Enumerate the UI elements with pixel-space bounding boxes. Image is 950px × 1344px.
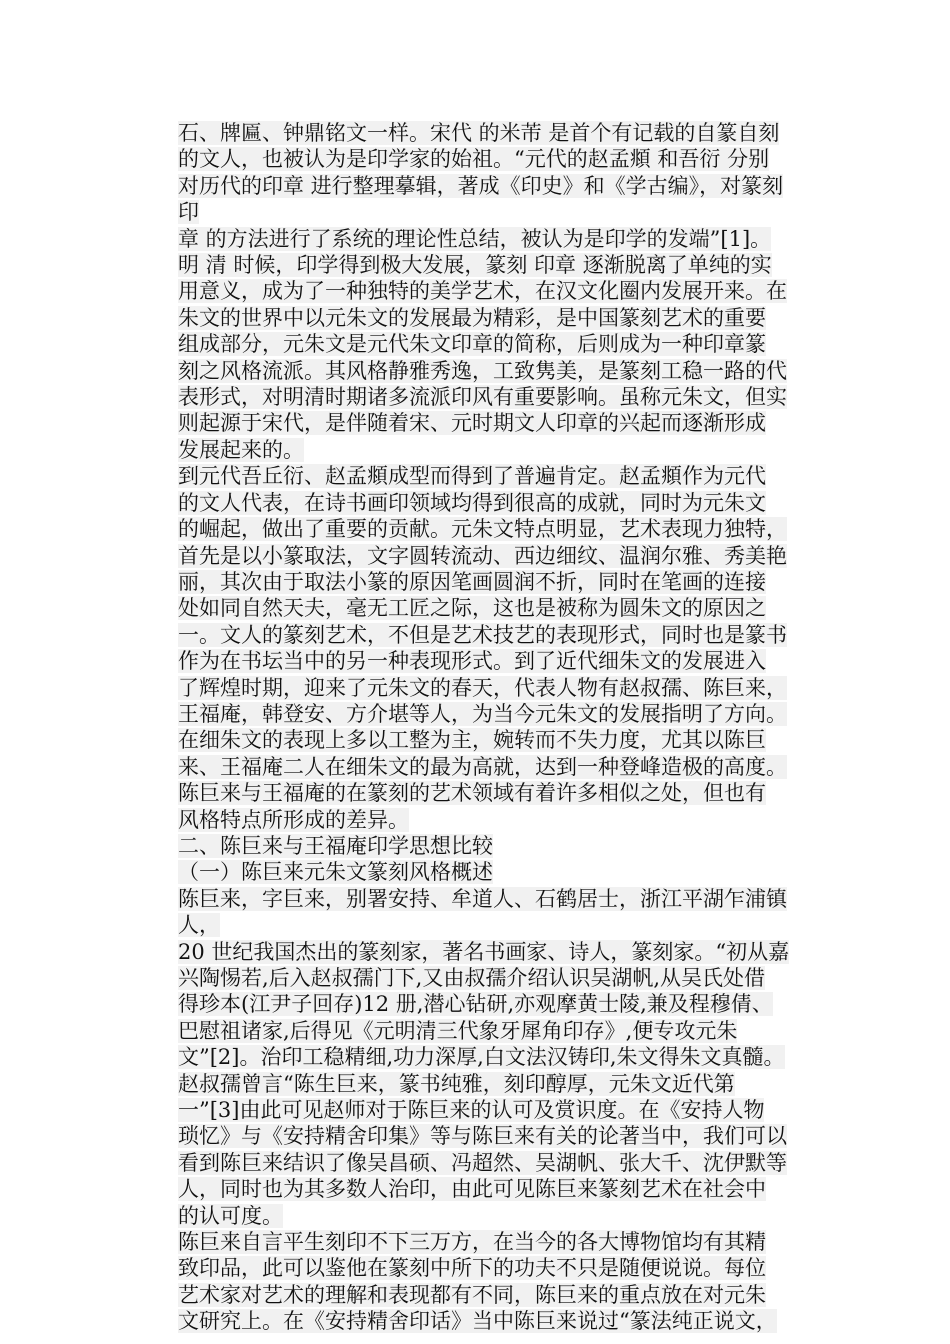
- line: [178, 648, 808, 674]
- line: [178, 833, 808, 859]
- line: [178, 754, 808, 780]
- text-line: 得珍本(江尹子回存)12 册,潜心钻研,亦观摩黄士陵,兼及程穆倩、: [178, 992, 773, 1017]
- text-line: 章 的方法进行了系统的理论性总结，被认为是印学的发端”[1]。: [178, 226, 772, 251]
- line: [178, 173, 808, 226]
- text-line: 的文人，也被认为是印学家的始祖。“元代的赵孟頫 和吾衍 分别: [178, 147, 770, 172]
- line: [178, 278, 808, 304]
- text-line: 发展起来的。: [178, 437, 304, 462]
- line: [178, 701, 808, 727]
- line: [178, 490, 808, 516]
- text-line: 陈巨来，字巨来，别署安持、牟道人、石鹤居士，浙江平湖乍浦镇人，: [178, 886, 787, 938]
- line: [178, 727, 808, 753]
- text-line: 琐忆》与《安持精舍印集》等与陈巨来有关的论著当中，我们可以: [178, 1124, 787, 1149]
- section-heading: [178, 859, 808, 885]
- text-line: 组成部分，元朱文是元代朱文印章的简称，后则成为一种印章篆: [178, 332, 766, 357]
- line: [178, 1255, 808, 1281]
- paragraph: [178, 463, 808, 833]
- text-line: 对历代的印章 进行整理摹辑，著成《印史》和《学古编》，对篆刻 印: [178, 173, 784, 225]
- text-line: 表形式，对明清时期诸多流派印风有重要影响。虽称元朱文，但实: [178, 385, 787, 410]
- line: [178, 965, 808, 991]
- text-line: 朱文的世界中以元朱文的发展最为精彩，是中国篆刻艺术的重要: [178, 305, 766, 330]
- text-line: 用意义，成为了一种独特的美学艺术，在汉文化圈内发展开来。在: [178, 279, 787, 304]
- line: [178, 1229, 808, 1255]
- text-line: 一”[3]由此可见赵师对于陈巨来的认可及赏识度。在《安持人物: [178, 1098, 765, 1123]
- text-line: 的崛起，做出了重要的贡献。元朱文特点明显，艺术表现力独特，: [178, 517, 787, 542]
- line: [178, 120, 808, 146]
- text-line: 风格特点所形成的差异。: [178, 807, 409, 832]
- line: [178, 146, 808, 172]
- line: [178, 358, 808, 384]
- text-line: 了辉煌时期，迎来了元朱文的春天，代表人物有赵叔孺、陈巨来，: [178, 675, 787, 700]
- text-line: 一。文人的篆刻艺术，不但是艺术技艺的表现形式，同时也是篆书: [178, 622, 787, 647]
- text-line: 20 世纪我国杰出的篆刻家，著名书画家、诗人，篆刻家。“初从嘉: [178, 939, 790, 964]
- text-line: 兴陶惕若,后入赵叔孺门下,又由叔孺介绍认识吴湖帆,从吴氏处借: [178, 966, 766, 990]
- text-line: 文研究上。在《安持精舍印话》当中陈巨来说过“篆法纯正说文，: [178, 1309, 777, 1334]
- text-line: （一）陈巨来元朱文篆刻风格概述: [178, 860, 493, 885]
- text-line: 处如同自然天夫，毫无工匠之际，这也是被称为圆朱文的原因之: [178, 596, 766, 621]
- text-line: 陈巨来自言平生刻印不下三万方，在当今的各大博物馆均有其精: [178, 1230, 766, 1255]
- line: [178, 252, 808, 278]
- text-line: 来、王福庵二人在细朱文的最为高就，达到一种登峰造极的高度。: [178, 754, 787, 779]
- text-line: 作为在书坛当中的另一种表现形式。到了近代细朱文的发展进入: [178, 649, 766, 674]
- line: [178, 1097, 808, 1123]
- line: [178, 859, 808, 885]
- line: [178, 807, 808, 833]
- text-line: 艺术家对艺术的理解和表现都有不同，陈巨来的重点放在对元朱: [178, 1282, 766, 1307]
- line: [178, 1176, 808, 1202]
- text-line: 王福庵，韩登安、方介堪等人，为当今元朱文的发展指明了方向。: [178, 701, 787, 726]
- line: [178, 1308, 808, 1334]
- line: [178, 939, 808, 965]
- text-line: 到元代吾丘衍、赵孟頫成型而得到了普遍肯定。赵孟頫作为元代: [178, 464, 766, 489]
- document-body: [178, 120, 808, 1335]
- text-line: 石、牌匾、钟鼎铭文一样。宋代 的米芾 是首个有记载的自篆自刻: [178, 121, 780, 145]
- line: [178, 1018, 808, 1044]
- text-line: 人，同时也为其多数人治印，由此可见陈巨来篆刻艺术在社会中: [178, 1177, 766, 1202]
- paragraph: [178, 1229, 808, 1335]
- line: [178, 886, 808, 939]
- line: [178, 595, 808, 621]
- text-line: 二、陈巨来与王福庵印学思想比较: [178, 833, 493, 858]
- line: [178, 463, 808, 489]
- paragraph: [178, 120, 808, 463]
- text-line: 的认可度。: [178, 1203, 283, 1228]
- text-line: 巴慰祖诸家,后得见《元明清三代象牙犀角印存》,便专攻元朱: [178, 1018, 738, 1043]
- line: [178, 226, 808, 252]
- paragraph: [178, 886, 808, 1229]
- text-line: 则起源于宋代，是伴随着宋、元时期文人印章的兴起而逐渐形成: [178, 411, 766, 436]
- line: [178, 675, 808, 701]
- line: [178, 305, 808, 331]
- text-line: 丽，其次由于取法小篆的原因笔画圆润不折，同时在笔画的连接: [178, 569, 766, 594]
- line: [178, 437, 808, 463]
- text-line: 陈巨来与王福庵的在篆刻的艺术领域有着许多相似之处，但也有: [178, 781, 766, 806]
- line: [178, 780, 808, 806]
- text-line: 看到陈巨来结识了像吴昌硕、冯超然、吴湖帆、张大千、沈伊默等: [178, 1150, 787, 1175]
- line: [178, 516, 808, 542]
- text-line: 明 清 时候，印学得到极大发展，篆刻 印章 逐渐脱离了单纯的实: [178, 253, 772, 278]
- line: [178, 1044, 808, 1070]
- line: [178, 1123, 808, 1149]
- line: [178, 543, 808, 569]
- section-heading: [178, 833, 808, 859]
- line: [178, 1150, 808, 1176]
- text-line: 赵叔孺曾言“陈生巨来，篆书纯雅，刻印醇厚，元朱文近代第: [178, 1071, 735, 1096]
- line: [178, 331, 808, 357]
- text-line: 致印品，此可以鉴他在篆刻中所下的功夫不只是随便说说。每位: [178, 1256, 766, 1281]
- text-line: 文”[2]。治印工稳精细,功力深厚,白文法汉铸印,朱文得朱文真髓。: [178, 1045, 785, 1070]
- text-line: 的文人代表，在诗书画印领域均得到很高的成就，同时为元朱文: [178, 490, 766, 515]
- line: [178, 384, 808, 410]
- line: [178, 569, 808, 595]
- text-line: 在细朱文的表现上多以工整为主，婉转而不失力度，尤其以陈巨: [178, 728, 766, 753]
- line: [178, 991, 808, 1017]
- line: [178, 1071, 808, 1097]
- text-line: 首先是以小篆取法，文字圆转流动、西边细纹、温润尔雅、秀美艳: [178, 543, 787, 568]
- text-line: 刻之风格流派。其风格静雅秀逸，工致隽美，是篆刻工稳一路的代: [178, 358, 787, 383]
- line: [178, 1282, 808, 1308]
- line: [178, 410, 808, 436]
- line: [178, 1203, 808, 1229]
- line: [178, 622, 808, 648]
